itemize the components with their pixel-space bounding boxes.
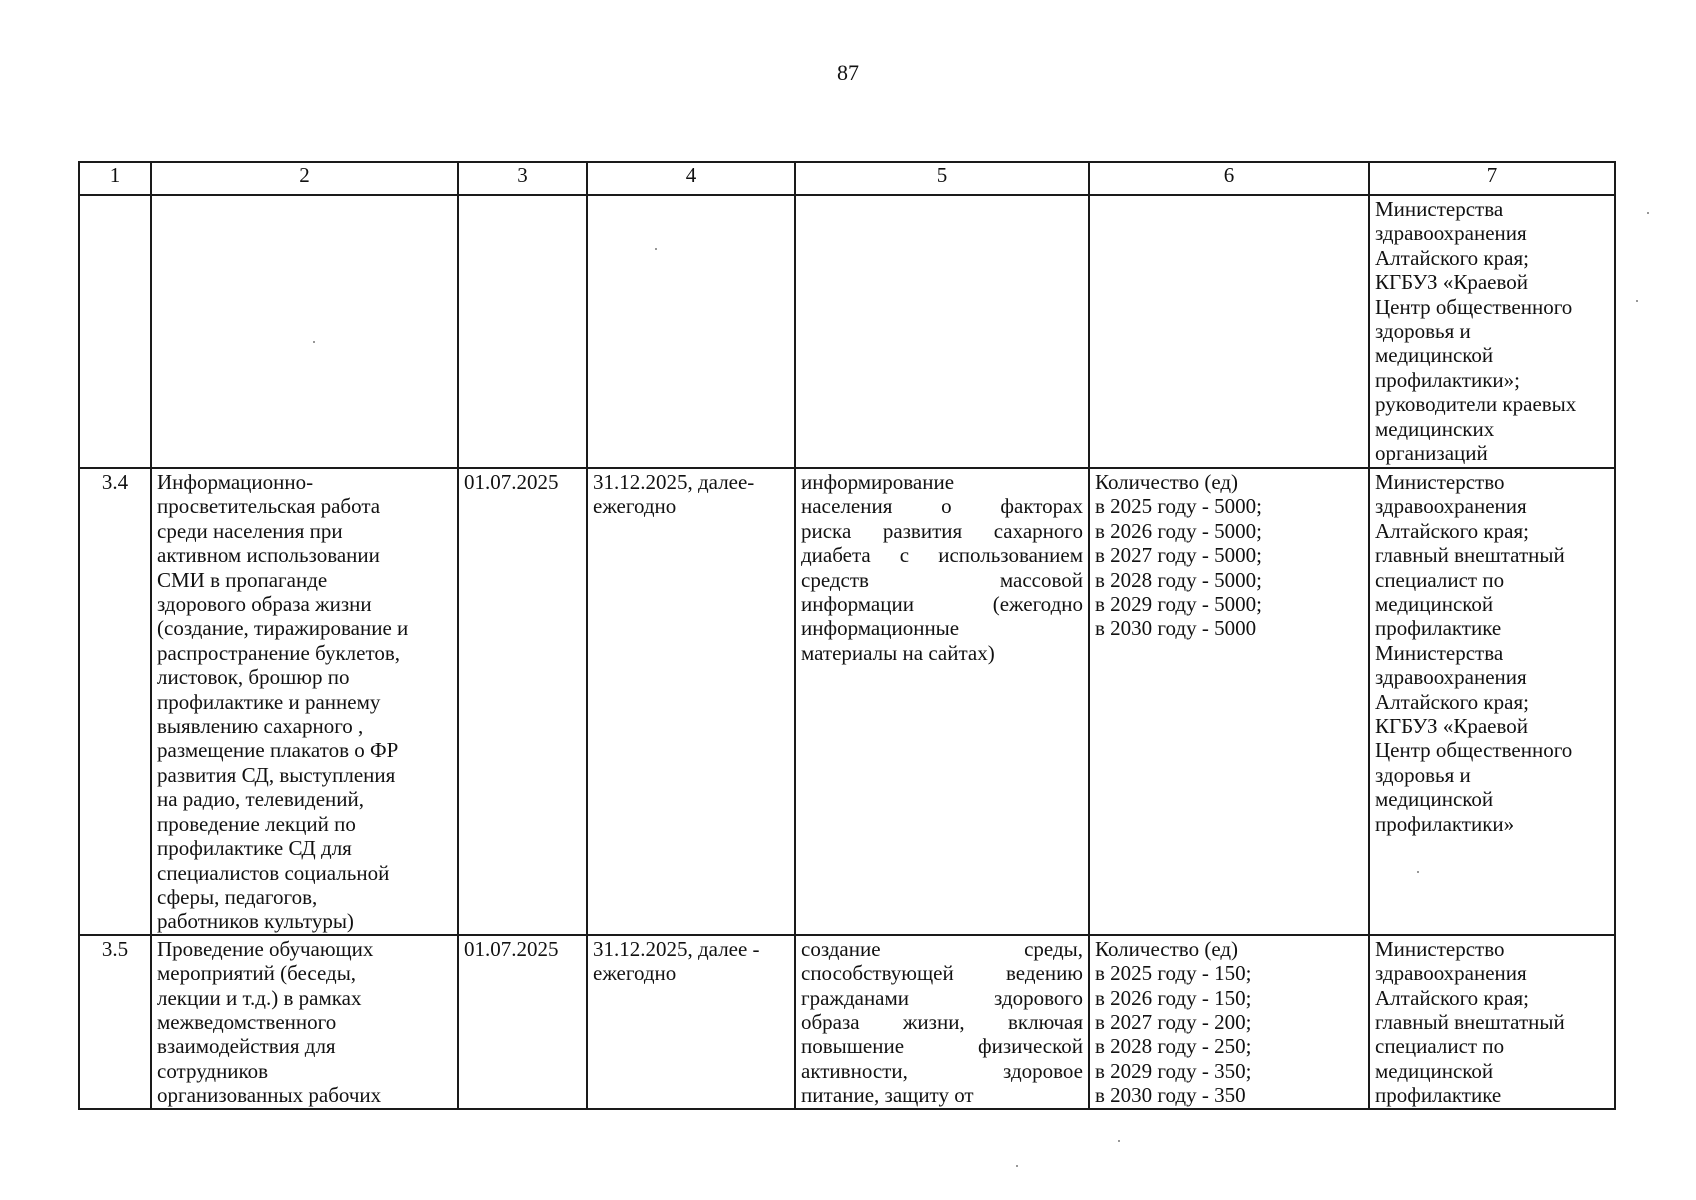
text-line: специалист по xyxy=(1375,1034,1505,1059)
text-line: профилактике xyxy=(1375,616,1502,641)
cell-activity xyxy=(151,195,458,468)
text-line: информации (ежегодно xyxy=(801,592,1083,617)
text-line: распространение буклетов, xyxy=(157,640,401,665)
text-line: (создание, тиражирование и xyxy=(157,616,409,641)
column-header: 3 xyxy=(458,162,587,195)
cell-number xyxy=(79,468,151,935)
table-row xyxy=(79,195,1615,468)
cell-start-date xyxy=(458,468,587,935)
text-line: СМИ в пропаганде xyxy=(157,567,328,592)
text-line: сотрудников xyxy=(157,1058,269,1083)
text-line: диабета с использованием xyxy=(801,543,1083,568)
column-header: 7 xyxy=(1369,162,1615,195)
text-line: главный внештатный xyxy=(1375,543,1565,568)
text-line: здравоохранения xyxy=(1375,494,1527,519)
text-line: в 2025 году - 150; xyxy=(1095,961,1252,986)
text-line: Центр общественного xyxy=(1375,738,1573,763)
text-line: 01.07.2025 xyxy=(464,470,559,494)
text-line: в 2027 году - 200; xyxy=(1095,1009,1252,1034)
text-line: здоровья и xyxy=(1375,762,1471,787)
text-line: средств массовой xyxy=(801,567,1083,592)
text-line: медицинских xyxy=(1375,416,1495,441)
text-line: в 2030 году - 5000 xyxy=(1095,616,1257,641)
text-line: работников культуры) xyxy=(157,909,354,934)
text-line: Алтайского края; xyxy=(1375,518,1529,543)
text-line: 3.4 xyxy=(101,470,129,494)
text-line: информирование xyxy=(801,470,955,494)
text-line: Министерство xyxy=(1375,936,1505,961)
text-line: образа жизни, включая xyxy=(801,1009,1083,1034)
cell-end-date xyxy=(587,935,795,1109)
scan-speck xyxy=(1016,1165,1018,1167)
cell-end-date xyxy=(587,468,795,935)
cell-executor xyxy=(1369,195,1615,468)
text-line: Количество (ед) xyxy=(1095,936,1239,961)
table-row xyxy=(79,468,1615,935)
text-line: в 2028 году - 5000; xyxy=(1095,567,1262,592)
text-line: среди населения при xyxy=(157,518,343,543)
text-line: Министерства xyxy=(1375,640,1504,665)
text-line: в 2028 году - 250; xyxy=(1095,1034,1252,1059)
cell-number xyxy=(79,935,151,1109)
text-line: лекции и т.д.) в рамках xyxy=(157,985,362,1010)
text-line: ежегодно xyxy=(593,494,677,519)
text-line: медицинской xyxy=(1375,787,1494,812)
text-line: здоровья и xyxy=(1375,319,1471,344)
text-line: развития СД, выступления xyxy=(157,762,396,787)
cell-expected-result xyxy=(795,935,1089,1109)
text-line: Алтайского края; xyxy=(1375,985,1529,1010)
column-header: 5 xyxy=(795,162,1089,195)
text-line: здравоохранения xyxy=(1375,961,1527,986)
cell-start-date xyxy=(458,935,587,1109)
text-line: здравоохранения xyxy=(1375,665,1527,690)
text-line: мероприятий (беседы, xyxy=(157,961,357,986)
scan-speck xyxy=(1118,1140,1120,1142)
text-line: организаций xyxy=(1375,441,1488,466)
text-line: повышение физической xyxy=(801,1034,1083,1059)
cell-activity xyxy=(151,935,458,1109)
column-header: 4 xyxy=(587,162,795,195)
text-line: взаимодействия для xyxy=(157,1034,336,1059)
text-line: Алтайского края; xyxy=(1375,689,1529,714)
scan-speck xyxy=(313,341,315,343)
text-line: активном использовании xyxy=(157,543,380,568)
text-line: КГБУЗ «Краевой xyxy=(1375,270,1528,295)
text-line: руководители краевых xyxy=(1375,392,1577,417)
text-line: в 2026 году - 150; xyxy=(1095,985,1252,1010)
text-line: листовок, брошюр по xyxy=(157,665,350,690)
scan-speck xyxy=(1647,212,1649,214)
text-line: Количество (ед) xyxy=(1095,470,1239,494)
text-line: медицинской xyxy=(1375,343,1494,368)
text-line: профилактике и раннему xyxy=(157,689,381,714)
text-line: в 2029 году - 350; xyxy=(1095,1058,1252,1083)
scan-speck xyxy=(1417,871,1419,873)
page-number: 87 xyxy=(837,60,859,85)
text-line: населения о факторах xyxy=(801,494,1083,519)
text-line: 31.12.2025, далее - xyxy=(593,936,760,961)
cell-expected-result xyxy=(795,468,1089,935)
text-line: профилактики»; xyxy=(1375,367,1521,392)
cell-executor xyxy=(1369,935,1615,1109)
text-line: активности, здоровое xyxy=(801,1058,1083,1083)
text-line: просветительская работа xyxy=(157,494,381,519)
text-line: Министерства xyxy=(1375,197,1504,221)
column-header: 2 xyxy=(151,162,458,195)
cell-indicator xyxy=(1089,935,1369,1109)
text-line: Алтайского края; xyxy=(1375,245,1529,270)
cell-indicator xyxy=(1089,468,1369,935)
text-line: проведение лекций по xyxy=(157,811,356,836)
text-line: профилактики» xyxy=(1375,811,1515,836)
text-line: межведомственного xyxy=(157,1009,337,1034)
text-line: в 2030 году - 350 xyxy=(1095,1083,1246,1108)
text-line: Центр общественного xyxy=(1375,294,1573,319)
text-line: здорового образа жизни xyxy=(157,592,372,617)
column-number-row xyxy=(79,162,1615,195)
cell-number xyxy=(79,195,151,468)
cell-start-date xyxy=(458,195,587,468)
text-line: профилактике xyxy=(1375,1083,1502,1108)
text-line: гражданами здорового xyxy=(801,985,1083,1010)
text-line: размещение плакатов о ФР xyxy=(157,738,399,763)
text-line: питание, защиту от xyxy=(801,1083,974,1108)
text-line: специалист по xyxy=(1375,567,1505,592)
text-line: медицинской xyxy=(1375,592,1494,617)
text-line: ежегодно xyxy=(593,961,677,986)
column-header: 1 xyxy=(79,162,151,195)
scan-speck xyxy=(1636,300,1638,302)
text-line: создание среды, xyxy=(801,936,1083,961)
cell-indicator xyxy=(1089,195,1369,468)
text-line: в 2029 году - 5000; xyxy=(1095,592,1262,617)
cell-activity xyxy=(151,468,458,935)
text-line: в 2025 году - 5000; xyxy=(1095,494,1262,519)
measures-table xyxy=(78,161,1616,1110)
text-line: организованных рабочих xyxy=(157,1083,382,1108)
text-line: материалы на сайтах) xyxy=(801,640,995,665)
text-line: 3.5 xyxy=(101,936,129,961)
text-line: медицинской xyxy=(1375,1058,1494,1083)
text-line: в 2027 году - 5000; xyxy=(1095,543,1262,568)
text-line: информационные xyxy=(801,616,960,641)
text-line: на радио, телевидений, xyxy=(157,787,364,812)
cell-executor xyxy=(1369,468,1615,935)
text-line: 31.12.2025, далее- xyxy=(593,470,755,494)
text-line: КГБУЗ «Краевой xyxy=(1375,714,1528,739)
text-line: выявлению сахарного , xyxy=(157,714,364,739)
table-row xyxy=(79,935,1615,1109)
text-line: профилактике СД для xyxy=(157,836,352,861)
text-line: главный внештатный xyxy=(1375,1009,1565,1034)
scan-speck xyxy=(655,248,657,250)
text-line: Проведение обучающих xyxy=(157,936,374,961)
text-line: Министерство xyxy=(1375,470,1505,494)
text-line: способствующей ведению xyxy=(801,961,1083,986)
text-line: риска развития сахарного xyxy=(801,518,1083,543)
text-line: Информационно- xyxy=(157,470,314,494)
text-line: специалистов социальной xyxy=(157,860,390,885)
text-line: сферы, педагогов, xyxy=(157,884,318,909)
cell-end-date xyxy=(587,195,795,468)
text-line: в 2026 году - 5000; xyxy=(1095,518,1262,543)
text-line: здравоохранения xyxy=(1375,221,1527,246)
text-line: 01.07.2025 xyxy=(464,936,559,961)
cell-expected-result xyxy=(795,195,1089,468)
column-header: 6 xyxy=(1089,162,1369,195)
